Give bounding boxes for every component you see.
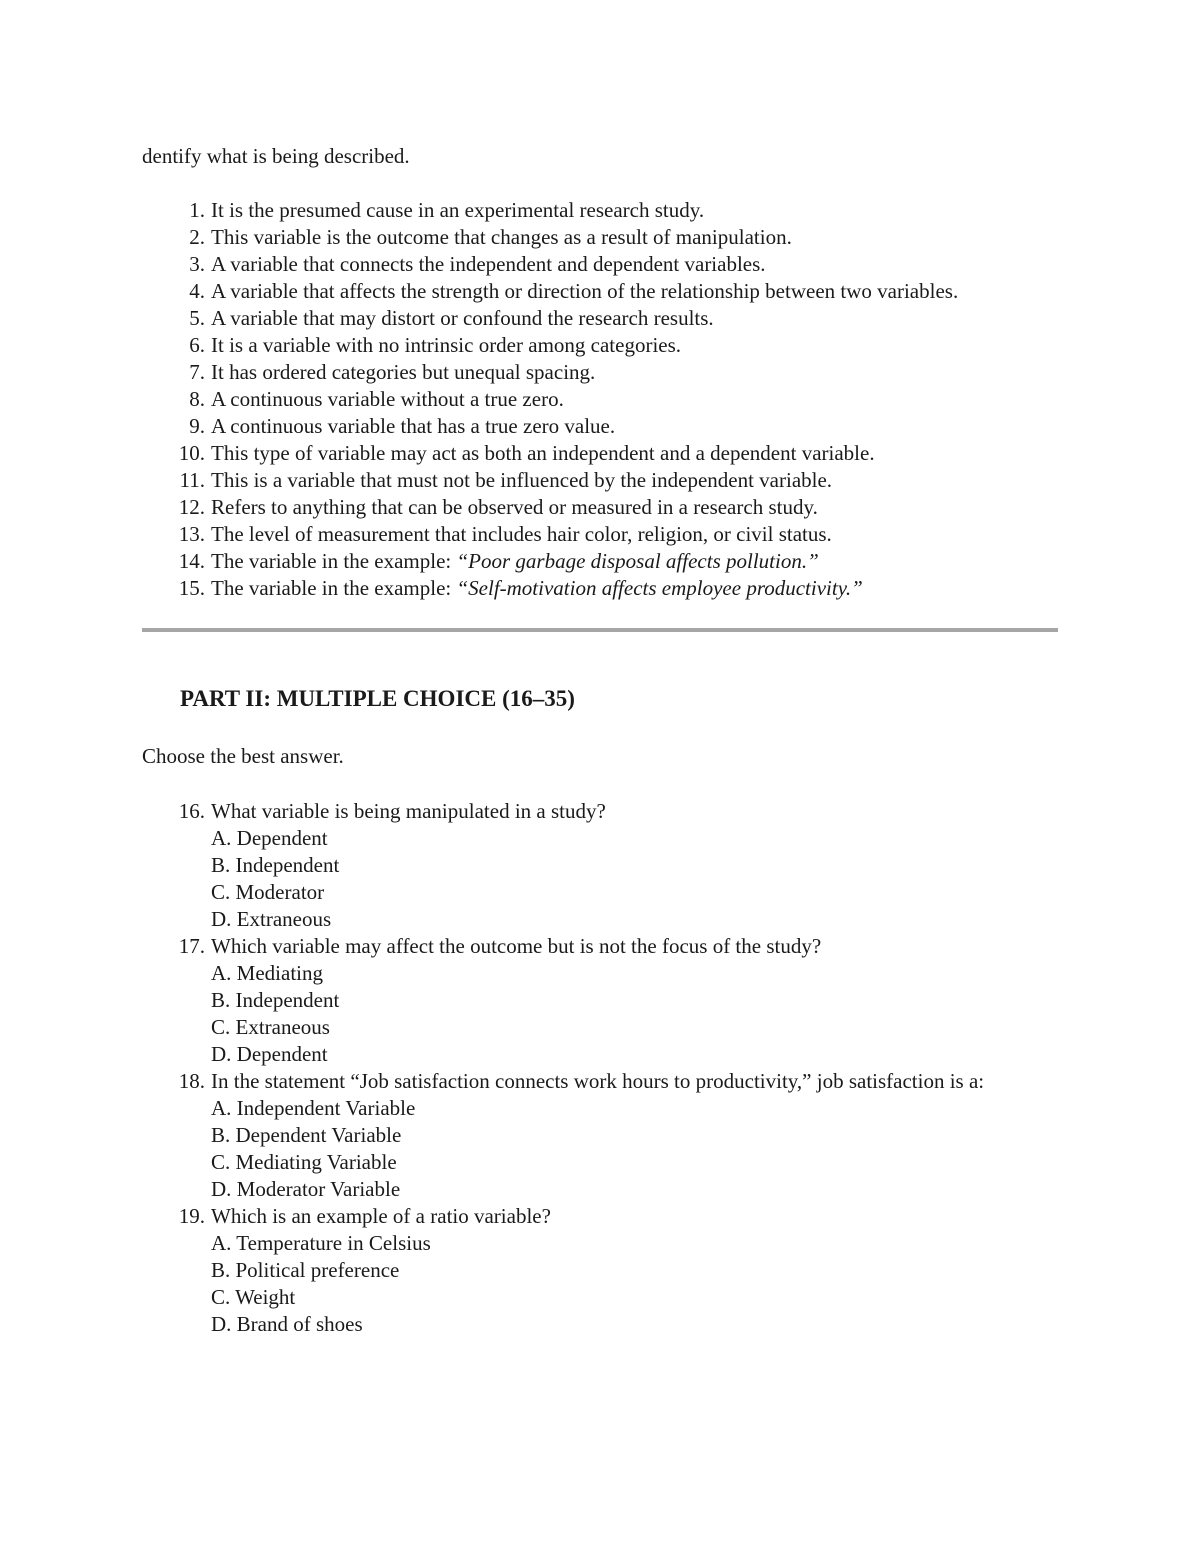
list-item	[142, 332, 1072, 359]
answer-option: C. Moderator	[211, 880, 325, 904]
item-number: 7.	[189, 360, 205, 384]
item-text: This is a variable that must not be influenced by the independent variable.	[211, 468, 833, 492]
answer-option: B. Dependent Variable	[211, 1123, 402, 1147]
item-number: 13.	[178, 522, 205, 546]
item-number: 4.	[189, 279, 205, 303]
list-item	[142, 197, 1072, 224]
item-number: 8.	[189, 387, 205, 411]
item-text: The variable in the example:	[211, 549, 457, 573]
question	[142, 1203, 1072, 1338]
list-item	[142, 575, 1072, 602]
list-item	[142, 224, 1072, 251]
section-divider	[142, 628, 1058, 632]
item-number: 5.	[189, 306, 205, 330]
question-text: What variable is being manipulated in a study?	[211, 799, 606, 823]
item-text: A continuous variable that has a true zero value.	[211, 414, 616, 438]
item-text: A variable that may distort or confound the research results.	[211, 306, 714, 330]
item-text: A variable that connects the independent and dependent variables.	[211, 252, 766, 276]
list-item	[142, 278, 1072, 305]
list-item	[142, 386, 1072, 413]
answer-option: C. Mediating Variable	[211, 1150, 397, 1174]
list-item	[142, 251, 1072, 278]
answer-option: D. Dependent	[211, 1042, 328, 1066]
list-item	[142, 305, 1072, 332]
question-text: Which is an example of a ratio variable?	[211, 1204, 551, 1228]
list-item	[142, 467, 1072, 494]
answer-option: D. Brand of shoes	[211, 1312, 363, 1336]
item-text: This type of variable may act as both an independent and a dependent variable.	[211, 441, 875, 465]
item-number: 12.	[178, 495, 205, 519]
identification-list	[142, 197, 1072, 602]
item-text: A continuous variable without a true zero.	[211, 387, 564, 411]
question-number: 18.	[178, 1069, 205, 1093]
answer-option: D. Extraneous	[211, 907, 332, 931]
question-number: 17.	[178, 934, 205, 958]
item-text: It is the presumed cause in an experimental research study.	[211, 198, 705, 222]
question-stem	[142, 1203, 1057, 1230]
answer-option: A. Independent Variable	[211, 1096, 416, 1120]
list-item	[142, 413, 1072, 440]
item-text: The variable in the example:	[211, 576, 457, 600]
question	[142, 798, 1072, 933]
question-number: 16.	[178, 799, 205, 823]
item-text: The level of measurement that includes hair color, religion, or civil status.	[211, 522, 832, 546]
list-item	[142, 440, 1072, 467]
question	[142, 933, 1072, 1068]
answer-option: A. Dependent	[211, 826, 328, 850]
answer-option: C. Weight	[211, 1285, 296, 1309]
question-stem	[142, 933, 1057, 960]
list-item	[142, 548, 1072, 575]
part2-heading: PART II: MULTIPLE CHOICE (16–35)	[180, 686, 575, 711]
item-text: It has ordered categories but unequal spacing.	[211, 360, 596, 384]
part1-instruction: dentify what is being described.	[142, 144, 410, 168]
item-number: 3.	[189, 252, 205, 276]
item-text: It is a variable with no intrinsic order among categories.	[211, 333, 682, 357]
answer-option: C. Extraneous	[211, 1015, 330, 1039]
question-stem	[142, 798, 1057, 825]
question-number: 19.	[178, 1204, 205, 1228]
item-number: 10.	[178, 441, 205, 465]
part2-instruction: Choose the best answer.	[142, 744, 344, 768]
answer-option: B. Independent	[211, 853, 340, 877]
multiple-choice-list	[142, 798, 1072, 1338]
list-item	[142, 494, 1072, 521]
question-text: Which variable may affect the outcome but is not the focus of the study?	[211, 934, 822, 958]
item-number: 11.	[179, 468, 205, 492]
item-number: 6.	[189, 333, 205, 357]
item-example: “Self-motivation affects employee productivity.”	[456, 576, 863, 600]
answer-option: B. Political preference	[211, 1258, 400, 1282]
item-number: 1.	[189, 198, 205, 222]
item-number: 2.	[189, 225, 205, 249]
question	[142, 1068, 1072, 1203]
answer-option: A. Temperature in Celsius	[211, 1231, 431, 1255]
question-text: In the statement “Job satisfaction connects work hours to productivity,” job satisfaction is a:	[211, 1069, 985, 1093]
item-number: 15.	[178, 576, 205, 600]
item-example: “Poor garbage disposal affects pollution.”	[456, 549, 819, 573]
question-stem	[142, 1068, 1057, 1095]
answer-option: B. Independent	[211, 988, 340, 1012]
item-text: A variable that affects the strength or direction of the relationship between two variables.	[211, 279, 959, 303]
list-item	[142, 521, 1072, 548]
answer-option: D. Moderator Variable	[211, 1177, 401, 1201]
item-number: 14.	[178, 549, 205, 573]
item-number: 9.	[189, 414, 205, 438]
item-text: This variable is the outcome that changes as a result of manipulation.	[211, 225, 792, 249]
list-item	[142, 359, 1072, 386]
answer-option: A. Mediating	[211, 961, 323, 985]
item-text: Refers to anything that can be observed or measured in a research study.	[211, 495, 818, 519]
